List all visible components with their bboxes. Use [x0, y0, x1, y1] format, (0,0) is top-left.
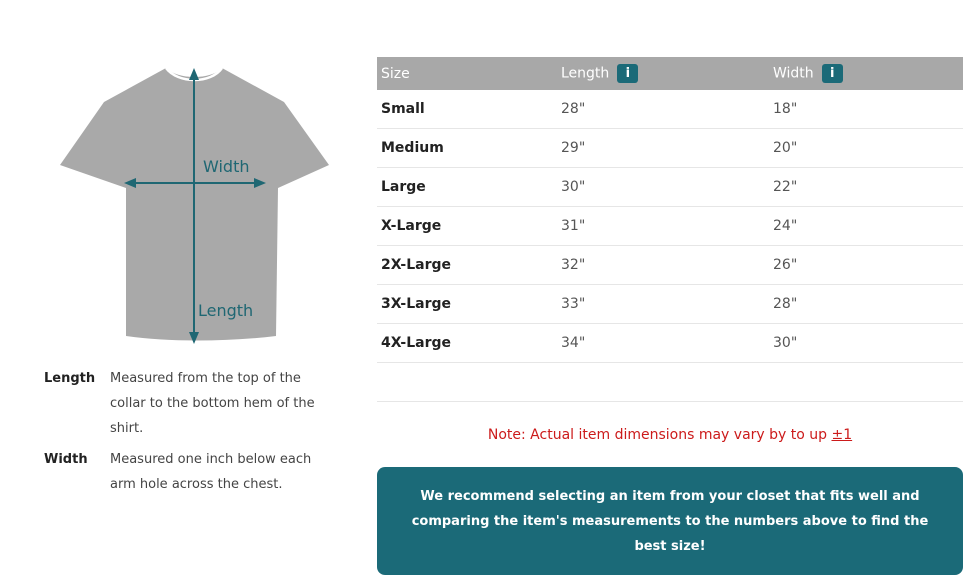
recommendation-banner [377, 467, 963, 575]
definition-length [44, 366, 344, 441]
definition-term: Width [44, 452, 88, 467]
table-row [377, 90, 963, 129]
definition-term: Length [44, 371, 96, 386]
note-tolerance: ±1 [831, 427, 853, 443]
length-value: 34" [557, 324, 769, 363]
length-value: 32" [557, 246, 769, 285]
table-row [377, 168, 963, 207]
length-value: 33" [557, 285, 769, 324]
definition-text: Measured from the top of the collar to the bottom hem of the shirt. [110, 371, 315, 436]
table-row [377, 207, 963, 246]
header-width: Width i [769, 57, 963, 90]
table-spacer-row [377, 363, 963, 402]
width-label: Width [203, 157, 250, 176]
size-name: X-Large [377, 207, 557, 246]
length-value: 30" [557, 168, 769, 207]
table-row [377, 246, 963, 285]
tshirt-illustration [56, 60, 334, 344]
size-name: Small [377, 90, 557, 129]
size-chart-table [377, 57, 963, 402]
width-value: 26" [769, 246, 963, 285]
measurement-definitions [44, 366, 344, 503]
width-value: 30" [769, 324, 963, 363]
table-row [377, 324, 963, 363]
size-name: Medium [377, 129, 557, 168]
size-name: 3X-Large [377, 285, 557, 324]
size-name: Large [377, 168, 557, 207]
tshirt-diagram [56, 60, 334, 344]
header-size: Size [377, 57, 557, 90]
table-row [377, 285, 963, 324]
length-value: 29" [557, 129, 769, 168]
table-row [377, 129, 963, 168]
info-icon[interactable]: i [822, 64, 843, 83]
definition-text: Measured one inch below each arm hole across the chest. [110, 452, 312, 492]
recommendation-text: We recommend selecting an item from your closet that fits well and comparing the item's measurements to the numbers above to find the best size! [411, 489, 929, 554]
width-value: 18" [769, 90, 963, 129]
width-value: 20" [769, 129, 963, 168]
info-icon[interactable]: i [617, 64, 638, 83]
definition-width [44, 447, 344, 497]
length-value: 31" [557, 207, 769, 246]
length-value: 28" [557, 90, 769, 129]
note-text: Note: Actual item dimensions may vary by to up [487, 427, 832, 443]
width-value: 22" [769, 168, 963, 207]
size-name: 2X-Large [377, 246, 557, 285]
width-value: 24" [769, 207, 963, 246]
width-value: 28" [769, 285, 963, 324]
dimension-note [377, 427, 963, 443]
header-length: Length i [557, 57, 769, 90]
table-header-row [377, 57, 963, 90]
length-label: Length [198, 301, 254, 320]
size-name: 4X-Large [377, 324, 557, 363]
